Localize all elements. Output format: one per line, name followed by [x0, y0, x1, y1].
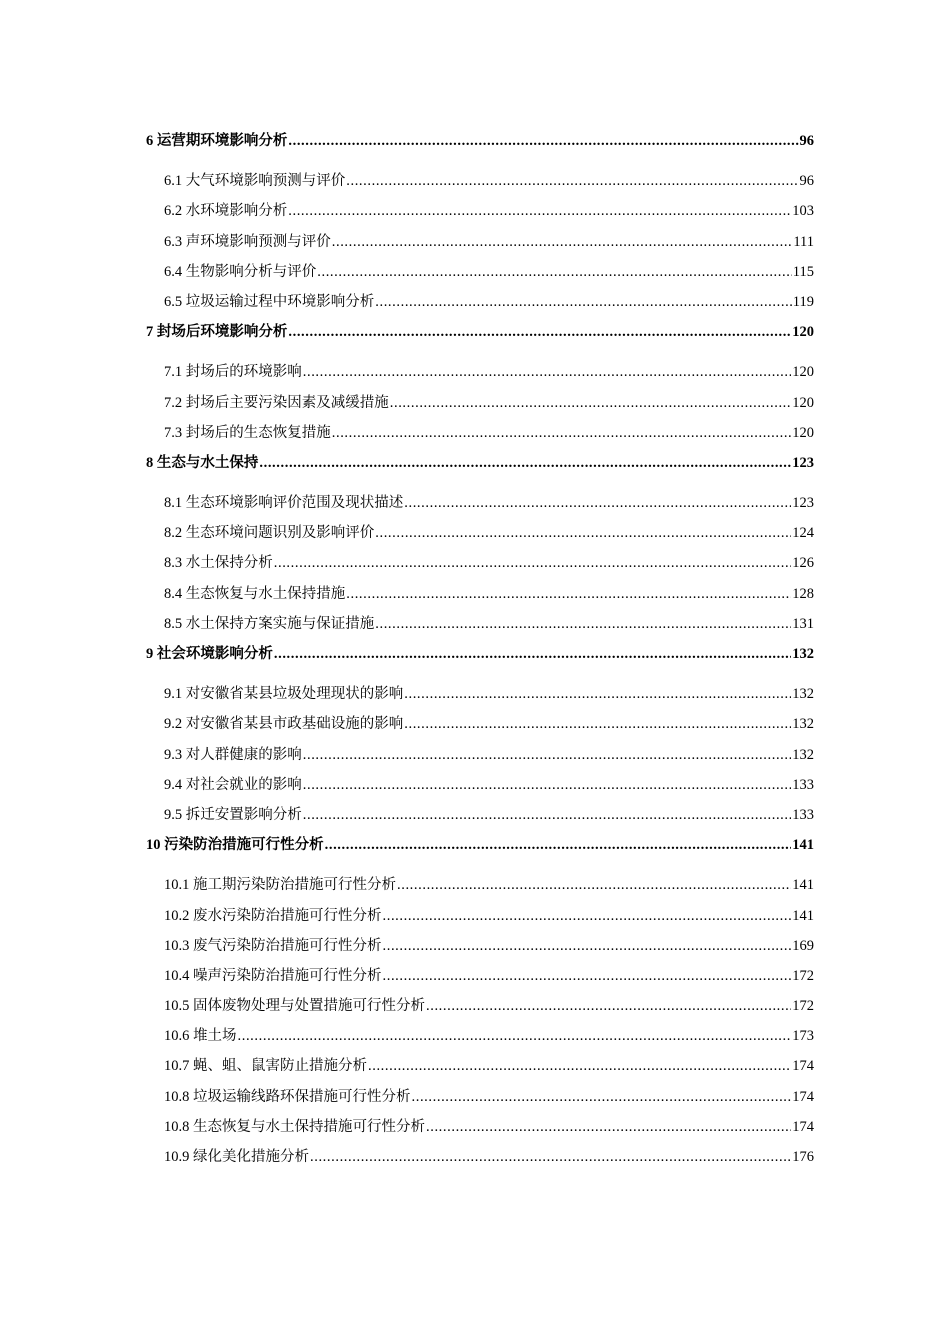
toc-entry-title: 7.1 封场后的环境影响	[164, 364, 302, 381]
toc-dot-leader	[317, 257, 792, 287]
toc-entry-page-number: 176	[792, 1149, 814, 1165]
toc-entry-page-number: 96	[799, 173, 814, 190]
toc-entry-title: 6.2 水环境影响分析	[164, 203, 288, 220]
toc-entry-page-number: 132	[792, 646, 814, 662]
toc-entry-page-number: 120	[792, 394, 814, 411]
toc-dot-leader	[310, 1142, 791, 1172]
toc-entry-page-number: 123	[792, 454, 814, 471]
toc-entry-title: 9.2 对安徽省某县市政基础设施的影响	[164, 716, 404, 733]
toc-entry-page-number: 120	[792, 364, 814, 381]
toc-section-entry[interactable]	[146, 931, 814, 961]
toc-entry-page-number: 174	[792, 1118, 814, 1135]
toc-dot-leader	[274, 548, 792, 578]
toc-dot-leader	[332, 418, 792, 448]
toc-section-entry[interactable]	[146, 196, 814, 226]
toc-entry-title: 6.3 声环境影响预测与评价	[164, 233, 331, 250]
table-of-contents	[146, 126, 814, 1172]
toc-entry-title: 8.3 水土保持分析	[164, 555, 273, 572]
toc-dot-leader	[288, 126, 798, 156]
toc-dot-leader	[375, 609, 791, 639]
toc-chapter-entry[interactable]	[146, 126, 814, 166]
toc-section-entry[interactable]	[146, 1142, 814, 1172]
toc-entry-page-number: 169	[792, 937, 814, 954]
toc-dot-leader	[303, 740, 792, 770]
toc-entry-title: 8.1 生态环境影响评价范围及现状描述	[164, 495, 404, 512]
toc-section-entry[interactable]	[146, 388, 814, 418]
toc-dot-leader	[426, 991, 791, 1021]
toc-section-entry[interactable]	[146, 287, 814, 317]
toc-entry-title: 10.1 施工期污染防治措施可行性分析	[164, 877, 396, 894]
toc-dot-leader	[383, 901, 792, 931]
toc-dot-leader	[303, 357, 792, 387]
toc-entry-title: 8 生态与水土保持	[146, 454, 259, 471]
toc-entry-page-number: 173	[792, 1028, 814, 1045]
toc-entry-page-number: 120	[792, 424, 814, 441]
toc-section-entry[interactable]	[146, 740, 814, 770]
toc-chapter-entry[interactable]	[146, 830, 814, 870]
toc-entry-page-number: 141	[792, 907, 814, 924]
toc-dot-leader	[383, 961, 792, 991]
toc-entry-title: 10.7 蝇、蛆、鼠害防止措施分析	[164, 1058, 367, 1075]
toc-section-entry[interactable]	[146, 609, 814, 639]
toc-section-entry[interactable]	[146, 800, 814, 830]
toc-chapter-entry[interactable]	[146, 448, 814, 488]
toc-dot-leader	[303, 770, 792, 800]
toc-dot-leader	[346, 579, 791, 609]
toc-entry-page-number: 96	[799, 133, 814, 149]
toc-dot-leader	[274, 639, 791, 669]
toc-entry-title: 6.4 生物影响分析与评价	[164, 263, 317, 280]
toc-dot-leader	[412, 1082, 792, 1112]
toc-entry-page-number: 172	[792, 967, 814, 984]
toc-chapter-entry[interactable]	[146, 639, 814, 679]
toc-dot-leader	[259, 448, 791, 478]
toc-section-entry[interactable]	[146, 870, 814, 900]
toc-entry-page-number: 132	[792, 686, 814, 703]
toc-dot-leader	[288, 317, 791, 347]
toc-entry-title: 10 污染防治措施可行性分析	[146, 837, 324, 854]
toc-entry-page-number: 120	[792, 324, 814, 341]
toc-section-entry[interactable]	[146, 961, 814, 991]
toc-entry-page-number: 103	[792, 203, 814, 220]
toc-dot-leader	[390, 388, 792, 418]
toc-chapter-entry[interactable]	[146, 317, 814, 357]
toc-entry-title: 6 运营期环境影响分析	[146, 133, 288, 149]
toc-entry-page-number: 123	[792, 495, 814, 512]
toc-entry-page-number: 115	[792, 263, 814, 280]
toc-entry-title: 10.8 生态恢复与水土保持措施可行性分析	[164, 1118, 425, 1135]
toc-section-entry[interactable]	[146, 227, 814, 257]
toc-entry-title: 9.1 对安徽省某县垃圾处理现状的影响	[164, 686, 404, 703]
toc-section-entry[interactable]	[146, 548, 814, 578]
toc-entry-title: 9 社会环境影响分析	[146, 646, 273, 662]
toc-dot-leader	[303, 800, 792, 830]
toc-dot-leader	[404, 679, 791, 709]
toc-entry-page-number: 124	[792, 525, 814, 542]
toc-entry-page-number: 141	[792, 837, 814, 854]
toc-entry-page-number: 174	[792, 1058, 814, 1075]
toc-entry-page-number: 119	[792, 293, 814, 310]
toc-entry-page-number: 133	[792, 776, 814, 793]
toc-section-entry[interactable]	[146, 357, 814, 387]
toc-entry-page-number: 128	[792, 585, 814, 602]
toc-entry-title: 6.1 大气环境影响预测与评价	[164, 173, 346, 190]
toc-section-entry[interactable]	[146, 679, 814, 709]
toc-dot-leader	[404, 488, 791, 518]
toc-section-entry[interactable]	[146, 418, 814, 448]
toc-entry-page-number: 132	[792, 746, 814, 763]
toc-section-entry[interactable]	[146, 770, 814, 800]
toc-entry-title: 8.5 水土保持方案实施与保证措施	[164, 615, 375, 632]
toc-entry-title: 7 封场后环境影响分析	[146, 324, 288, 341]
toc-entry-title: 10.5 固体废物处理与处置措施可行性分析	[164, 998, 425, 1015]
toc-dot-leader	[383, 931, 792, 961]
toc-entry-title: 10.9 绿化美化措施分析	[164, 1149, 309, 1165]
toc-section-entry[interactable]	[146, 518, 814, 548]
toc-entry-title: 6.5 垃圾运输过程中环境影响分析	[164, 293, 375, 310]
toc-section-entry[interactable]	[146, 991, 814, 1021]
toc-entry-title: 9.5 拆迁安置影响分析	[164, 806, 302, 823]
toc-entry-page-number: 172	[792, 998, 814, 1015]
toc-section-entry[interactable]	[146, 1112, 814, 1142]
toc-entry-page-number: 174	[792, 1088, 814, 1105]
toc-dot-leader	[332, 227, 793, 257]
toc-section-entry[interactable]	[146, 1051, 814, 1081]
toc-entry-page-number: 111	[793, 233, 814, 250]
toc-entry-title: 7.3 封场后的生态恢复措施	[164, 424, 331, 441]
toc-section-entry[interactable]	[146, 257, 814, 287]
toc-dot-leader	[325, 830, 792, 860]
toc-entry-title: 10.8 垃圾运输线路环保措施可行性分析	[164, 1088, 411, 1105]
toc-entry-title: 9.3 对人群健康的影响	[164, 746, 302, 763]
toc-dot-leader	[238, 1021, 792, 1051]
toc-dot-leader	[404, 709, 791, 739]
toc-entry-page-number: 126	[792, 555, 814, 572]
toc-entry-title: 8.2 生态环境问题识别及影响评价	[164, 525, 375, 542]
toc-section-entry[interactable]	[146, 166, 814, 196]
toc-entry-title: 9.4 对社会就业的影响	[164, 776, 302, 793]
toc-section-entry[interactable]	[146, 901, 814, 931]
toc-entry-page-number: 141	[792, 877, 814, 894]
toc-entry-page-number: 131	[792, 615, 814, 632]
toc-dot-leader	[375, 287, 792, 317]
toc-entry-page-number: 132	[792, 716, 814, 733]
toc-dot-leader	[288, 196, 791, 226]
toc-dot-leader	[375, 518, 791, 548]
toc-dot-leader	[397, 870, 791, 900]
toc-section-entry[interactable]	[146, 579, 814, 609]
toc-section-entry[interactable]	[146, 1082, 814, 1112]
toc-entry-title: 10.2 废水污染防治措施可行性分析	[164, 907, 382, 924]
toc-entry-title: 7.2 封场后主要污染因素及减缓措施	[164, 394, 389, 411]
toc-entry-title: 10.3 废气污染防治措施可行性分析	[164, 937, 382, 954]
toc-dot-leader	[368, 1051, 791, 1081]
toc-dot-leader	[426, 1112, 791, 1142]
toc-entry-page-number: 133	[792, 806, 814, 823]
toc-entry-title: 8.4 生态恢复与水土保持措施	[164, 585, 346, 602]
toc-entry-title: 10.6 堆土场	[164, 1028, 237, 1045]
toc-dot-leader	[346, 166, 798, 196]
toc-section-entry[interactable]	[146, 488, 814, 518]
toc-section-entry[interactable]	[146, 1021, 814, 1051]
toc-section-entry[interactable]	[146, 709, 814, 739]
toc-entry-title: 10.4 噪声污染防治措施可行性分析	[164, 967, 382, 984]
